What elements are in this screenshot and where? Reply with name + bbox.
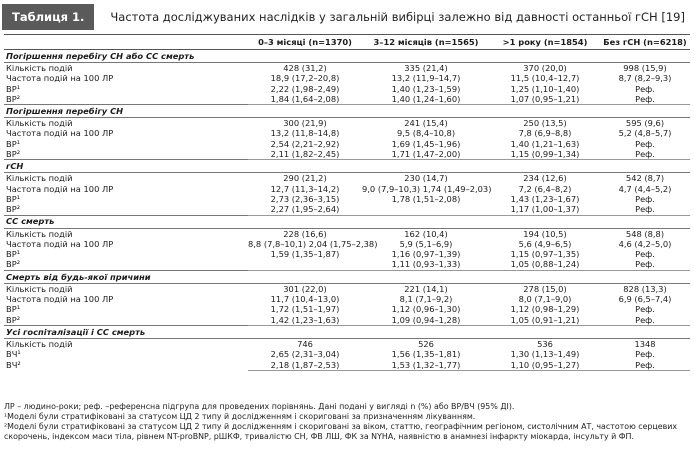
row-label: ВР² <box>6 93 21 104</box>
table-row <box>4 94 690 105</box>
table-cell: 7,8 (6,9–8,8) <box>518 128 572 139</box>
table-cell: 7,2 (6,4–8,2) <box>518 183 572 194</box>
footnote-abbreviations: ЛР – людино-роки; реф. –референсна підгрупа для проведених порівнянь. Дані подані у вигляді n (%) або ВР/ВЧ (95% ДІ). <box>4 402 515 411</box>
table-cell: 1,53 (1,32–1,77) <box>362 360 490 371</box>
table-cell: 2,11 (1,82–2,45) <box>248 149 362 160</box>
table-row <box>4 304 690 314</box>
table-row <box>4 249 690 259</box>
table-row <box>4 63 690 74</box>
row-label: Кількість подій <box>6 118 73 129</box>
table-cell: 1,11 (0,93–1,33) <box>362 259 490 270</box>
table-cell: 9,0 (7,9–10,3) 1,74 (1,49–2,03) <box>362 183 492 194</box>
table-cell: Реф. <box>635 304 655 315</box>
table-row <box>4 204 690 215</box>
table-cell: 11,5 (10,4–12,7) <box>510 73 580 84</box>
table-cell: Реф. <box>635 138 655 149</box>
row-label: ВР² <box>6 259 21 270</box>
table-cell: 2,54 (2,21–2,92) <box>270 138 340 149</box>
table-footnotes <box>4 402 690 442</box>
section-header-row <box>4 270 690 283</box>
row-label: Кількість подій <box>6 283 73 294</box>
table-cell: 8,1 (7,1–9,2) <box>399 294 453 305</box>
row-label: Частота подій на 100 ЛР <box>6 238 114 249</box>
outcomes-table <box>4 34 690 371</box>
table-cell: 1,15 (0,97–1,35) <box>510 249 580 260</box>
table-cell: 1,12 (0,96–1,30) <box>391 304 461 315</box>
table-cell: Реф. <box>600 315 690 326</box>
table-row <box>4 128 690 138</box>
table-cell: 13,2 (11,9–14,7) <box>391 73 461 84</box>
footnote-model-1: ¹Моделі були стратифіковані за статусом ЦД 2 типу й дослідженням і скориговані за призначенням лікуванням. <box>4 412 476 421</box>
table-number-label: Таблиця 1. <box>2 4 94 30</box>
table-cell: 1348 <box>634 338 656 349</box>
table-row <box>4 360 690 371</box>
table-cell: 1,16 (0,97–1,39) <box>391 249 461 260</box>
table-cell: 2,27 (1,95–2,64) <box>248 204 362 215</box>
table-row <box>4 239 690 249</box>
table-row <box>4 283 690 294</box>
table-cell: 1,30 (1,13–1,49) <box>510 349 580 360</box>
table-row <box>4 118 690 129</box>
table-cell: 228 (16,6) <box>283 228 327 239</box>
section-header-row <box>4 325 690 338</box>
table-cell: Реф. <box>635 249 655 260</box>
table-cell: 5,6 (4,9–6,5) <box>518 238 572 249</box>
table-cell: 9,5 (8,4–10,8) <box>396 128 456 139</box>
column-header: Без гСН (n=6218) <box>600 35 690 50</box>
table-cell: Реф. <box>635 193 655 204</box>
row-label: ВЧ¹ <box>6 349 21 360</box>
table-cell: 1,43 (1,23–1,67) <box>510 193 580 204</box>
row-label: Частота подій на 100 ЛР <box>6 73 114 84</box>
table-cell: 6,9 (6,5–7,4) <box>618 294 672 305</box>
table-cell: 4,6 (4,2–5,0) <box>618 238 672 249</box>
row-label: ВР² <box>6 149 21 160</box>
table-cell: 1,56 (1,35–1,81) <box>391 349 461 360</box>
section-title: Погіршення перебігу СН або СС смерть <box>4 50 690 63</box>
table-header-row <box>4 35 690 50</box>
table-cell: 221 (14,1) <box>404 283 448 294</box>
table-cell: 278 (15,0) <box>523 283 567 294</box>
table-row <box>4 228 690 239</box>
table-cell: 12,7 (11,3–14,2) <box>270 183 340 194</box>
row-label: ВР¹ <box>6 193 21 204</box>
table-cell: 1,59 (1,35–1,87) <box>270 249 340 260</box>
table-cell: 230 (14,7) <box>404 173 448 184</box>
table-cell: 1,78 (1,51–2,08) <box>391 193 461 204</box>
section-header-row <box>4 160 690 173</box>
table-cell: 8,7 (8,2–9,3) <box>618 73 672 84</box>
table-title: Частота досліджуваних наслідків у загальній вибірці залежно від давності останньої гСН [19] <box>110 10 685 24</box>
table-cell: 300 (21,9) <box>283 118 327 129</box>
table-cell: 2,65 (2,31–3,04) <box>270 349 340 360</box>
table-cell: 828 (13,3) <box>623 283 667 294</box>
table-cell: 1,09 (0,94–1,28) <box>362 315 490 326</box>
table-cell: 2,73 (2,36–3,15) <box>270 193 340 204</box>
table-cell: 1,10 (0,95–1,27) <box>490 360 600 371</box>
table-cell: Реф. <box>635 349 655 360</box>
table-cell: 1,40 (1,24–1,60) <box>362 94 490 105</box>
table-cell <box>362 204 490 215</box>
row-label: Кількість подій <box>6 228 73 239</box>
column-header: 3–12 місяців (n=1565) <box>362 35 490 50</box>
row-label: ВР¹ <box>6 83 21 94</box>
table-cell: 13,2 (11,8–14,8) <box>270 128 340 139</box>
table-cell: 2,18 (1,87–2,53) <box>248 360 362 371</box>
table-cell: 18,9 (17,2–20,8) <box>270 73 340 84</box>
footnote-model-2: ²Моделі були стратифіковані за статусом ЦД 2 типу й дослідженням і скориговані за віком, статтю, географічним регіоном, систолічним АТ, частотою серцевих <box>4 422 678 431</box>
table-cell: 1,17 (1,00–1,37) <box>490 204 600 215</box>
row-label: Кількість подій <box>6 63 73 73</box>
table-cell: 234 (12,6) <box>523 173 567 184</box>
table-cell: 1,69 (1,45–1,96) <box>391 138 461 149</box>
section-header-row <box>4 50 690 63</box>
table-cell: 241 (15,4) <box>404 118 448 129</box>
table-cell: 536 <box>537 338 553 349</box>
table-caption <box>0 0 694 34</box>
section-title: СС смерть <box>4 215 690 228</box>
table-cell: 1,72 (1,51–1,97) <box>270 304 340 315</box>
section-title: Усі госпіталізації і СС смерть <box>4 325 690 338</box>
table-row <box>4 173 690 184</box>
table-cell: 526 <box>418 338 434 349</box>
table-cell: 2,22 (1,98–2,49) <box>270 83 340 94</box>
table-cell: Реф. <box>600 360 690 371</box>
section-title: Погіршення перебігу СН <box>4 105 690 118</box>
table-cell: 542 (8,7) <box>625 173 665 184</box>
table-cell: Реф. <box>600 149 690 160</box>
table-cell <box>248 259 362 270</box>
row-label: ВЧ² <box>6 359 21 370</box>
table-cell: 162 (10,4) <box>404 228 448 239</box>
row-label: ВР¹ <box>6 138 21 149</box>
row-label: Частота подій на 100 ЛР <box>6 183 114 194</box>
column-header: 0–3 місяці (n=1370) <box>248 35 362 50</box>
footnote-model-2-continued: скорочень, індексом маси тіла, рівнем NT-proBNP, рШКФ, тривалістю СН, ФВ ЛШ, ФК за NYHA, наявністю в анамнезі інфаркту міокарда, інсульту й ФП. <box>4 432 634 441</box>
table-cell: 1,40 (1,23–1,59) <box>391 83 461 94</box>
row-label: ВР¹ <box>6 249 21 260</box>
table-row <box>4 149 690 160</box>
table-cell: 1,05 (0,91–1,21) <box>490 315 600 326</box>
table-cell: 335 (21,4) <box>404 63 448 73</box>
table-cell: 1,07 (0,95–1,21) <box>490 94 600 105</box>
table-cell: 1,05 (0,88–1,24) <box>490 259 600 270</box>
table-cell: 301 (22,0) <box>283 283 327 294</box>
table-cell: 250 (13,5) <box>523 118 567 129</box>
table-cell: 4,7 (4,4–5,2) <box>618 183 672 194</box>
table-cell: 370 (20,0) <box>523 63 567 73</box>
table-cell: Реф. <box>600 259 690 270</box>
table-cell: 548 (8,8) <box>625 228 665 239</box>
row-label: ВР² <box>6 314 21 325</box>
column-header: >1 року (n=1854) <box>490 35 600 50</box>
table-cell: 194 (10,5) <box>523 228 567 239</box>
table-cell: 8,0 (7,1–9,0) <box>518 294 572 305</box>
section-title: Смерть від будь-якої причини <box>4 270 690 283</box>
table-row <box>4 294 690 304</box>
table-cell: 1,25 (1,10–1,40) <box>510 83 580 94</box>
table-cell: 1,12 (0,98–1,29) <box>510 304 580 315</box>
row-label: ВР¹ <box>6 304 21 315</box>
table-cell: 5,9 (5,1–6,9) <box>399 238 453 249</box>
table-cell: 11,7 (10,4–13,0) <box>270 294 340 305</box>
table-row <box>4 73 690 83</box>
table-cell: 1,42 (1,23–1,63) <box>248 315 362 326</box>
table-row <box>4 184 690 194</box>
table-cell: 5,2 (4,8–5,7) <box>618 128 672 139</box>
table-row <box>4 259 690 270</box>
table-cell: Реф. <box>635 83 655 94</box>
table-cell: 8,8 (7,8–10,1) 2,04 (1,75–2,38) <box>248 238 378 249</box>
row-label: ВР² <box>6 204 21 215</box>
table-cell: 290 (21,2) <box>283 173 327 184</box>
row-label: Кількість подій <box>6 338 73 349</box>
table-row <box>4 84 690 94</box>
row-label: Кількість подій <box>6 173 73 184</box>
table-row <box>4 194 690 204</box>
table-cell: 998 (15,9) <box>623 63 667 73</box>
table-cell: 746 <box>297 338 313 349</box>
row-label: Частота подій на 100 ЛР <box>6 128 114 139</box>
row-label: Частота подій на 100 ЛР <box>6 294 114 305</box>
section-header-row <box>4 215 690 228</box>
table-row <box>4 315 690 326</box>
section-header-row <box>4 105 690 118</box>
table-cell: 428 (31,2) <box>283 63 327 73</box>
table-cell: 595 (9,6) <box>625 118 665 129</box>
table-cell: Реф. <box>600 94 690 105</box>
table-cell: 1,15 (0,99–1,34) <box>490 149 600 160</box>
table-cell: Реф. <box>600 204 690 215</box>
section-title: гСН <box>4 160 690 173</box>
table-row <box>4 139 690 149</box>
table-row <box>4 349 690 359</box>
table-row <box>4 338 690 349</box>
header-blank <box>4 35 248 50</box>
table-cell: 1,40 (1,21–1,63) <box>510 138 580 149</box>
table-cell: 1,71 (1,47–2,00) <box>362 149 490 160</box>
table-cell: 1,84 (1,64–2,08) <box>248 94 362 105</box>
